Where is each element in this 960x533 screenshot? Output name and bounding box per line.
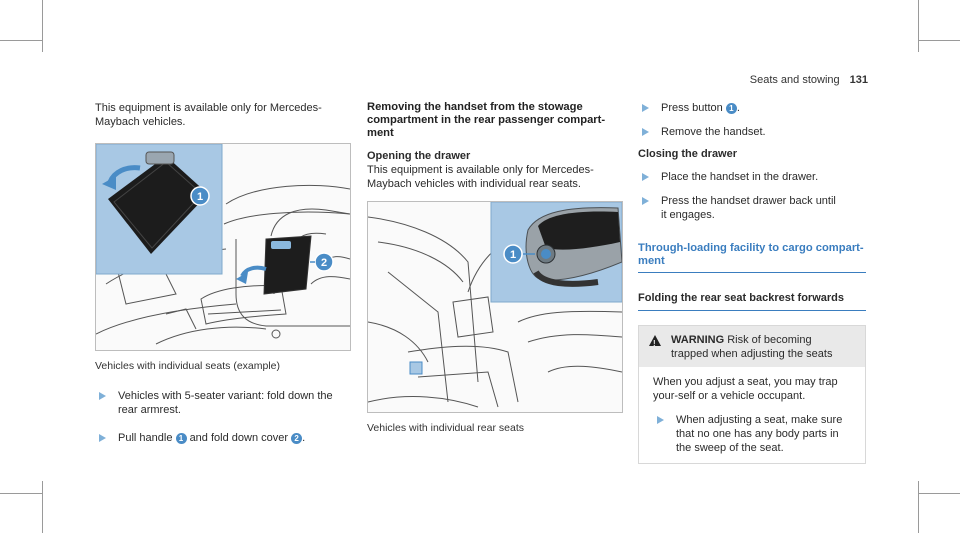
instruction-item [638,125,866,139]
warning-label: WARNING [671,334,725,346]
warning-title [671,333,851,361]
section-heading: Removing the handset from the stowage compartment in the rear passenger compart-ment [367,101,606,139]
subheading: Opening the drawer [367,150,471,162]
instruction-text: Press the handset drawer back until it engages. [661,195,836,221]
callout-badge: 1 [176,433,187,444]
instruction-part: . [302,432,306,444]
seat-illustration [95,143,351,351]
instruction-item [95,389,355,417]
instruction-item [653,413,855,455]
crop-mark [42,0,43,52]
instruction-part: Pull handle [118,432,173,444]
column-1 [95,101,355,445]
page-number: 131 [849,74,868,86]
warning-text: When you adjust a seat, you may trap your-self or a vehicle occupant. [653,376,838,402]
instruction-part: Press button [661,102,723,114]
section-title: Through-loading facility to cargo compart-ment [638,242,866,273]
instruction-item [95,431,355,445]
figure-caption: Vehicles with individual seats (example) [95,360,281,372]
bullet-arrow-icon [657,416,664,424]
callout-2: 2 [320,257,328,269]
warning-header [639,326,865,367]
drawer-illustration [367,201,623,413]
instruction-text [118,431,305,445]
crop-mark [918,481,919,533]
instruction-text: Place the handset in the drawer. [661,171,819,183]
warning-body [639,367,865,463]
crop-mark [918,0,919,52]
crop-mark [918,40,960,41]
bullet-arrow-icon [99,392,106,400]
column-2 [367,101,617,435]
instruction-part: . [736,102,740,114]
instruction-text: Remove the handset. [661,126,766,138]
subheading: Closing the drawer [638,148,738,160]
crop-mark [918,493,960,494]
intro-text: This equipment is available only for Mercedes-Maybach vehicles. [95,102,322,128]
column-3 [638,101,866,464]
crop-mark [42,481,43,533]
instruction-text: Vehicles with 5-seater variant: fold down the rear armrest. [118,390,333,416]
instruction-item [638,101,866,115]
callout-badge: 1 [726,103,737,114]
crop-mark [0,493,42,494]
callout-badge: 2 [291,433,302,444]
bullet-arrow-icon [642,173,649,181]
crop-mark [0,40,42,41]
page-header [750,74,868,86]
figure-caption: Vehicles with individual rear seats [367,422,524,434]
bullet-arrow-icon [642,104,649,112]
instruction-item [638,170,866,184]
callout-1: 1 [509,249,517,261]
procedure-heading: Folding the rear seat backrest forwards [638,291,866,311]
instruction-item [638,194,866,222]
instruction-text [661,101,740,115]
bullet-arrow-icon [99,434,106,442]
warning-box [638,325,866,464]
warning-icon [649,335,661,346]
instruction-part: and fold down cover [189,432,289,444]
callout-1: 1 [196,191,204,203]
instruction-text: When adjusting a seat, make sure that no one has any body parts in the sweep of the seat. [676,414,843,454]
body-text: This equipment is available only for Mercedes-Maybach vehicles with individual rear seats. [367,164,594,190]
warning-title-text: Risk of becoming trapped when adjusting the seats [671,334,833,360]
section-name: Seats and stowing [749,74,840,86]
bullet-arrow-icon [642,128,649,136]
bullet-arrow-icon [642,197,649,205]
